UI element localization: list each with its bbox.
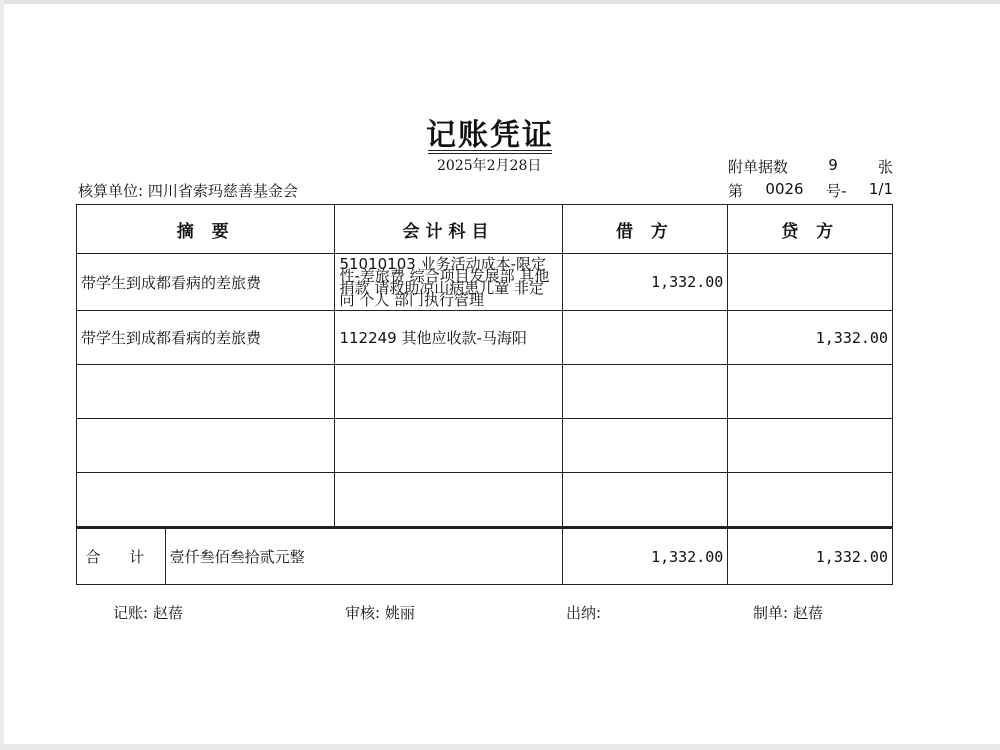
table-header-row [77, 205, 893, 254]
row-subject [335, 473, 562, 528]
cashier: 出纳: [566, 604, 602, 622]
row-debit [562, 365, 728, 419]
row-debit [562, 419, 728, 473]
total-amount-words: 壹仟叁佰叁拾贰元整 [165, 528, 562, 585]
row-summary [77, 473, 335, 528]
table-row [77, 311, 893, 365]
accounting-unit-label: 核算单位: [78, 182, 144, 200]
table-row [77, 254, 893, 311]
row-subject [335, 365, 562, 419]
attachments-label: 附单据数 [728, 158, 789, 176]
voucher-number-value: 0026 [765, 180, 804, 198]
row-credit [728, 254, 893, 311]
voucher-page: 1/1 [868, 180, 893, 198]
row-credit: 1,332.00 [728, 311, 893, 365]
row-credit [728, 419, 893, 473]
row-credit [728, 365, 893, 419]
attachments-count: 9 [828, 156, 838, 174]
header-credit: 贷 方 [728, 205, 893, 254]
voucher-date: 2025年2月28日 [437, 158, 542, 174]
row-debit [562, 311, 728, 365]
total-credit: 1,332.00 [728, 528, 893, 585]
row-debit [562, 473, 728, 528]
row-subject [335, 419, 562, 473]
total-label: 合 计 [77, 528, 166, 585]
row-summary [77, 419, 335, 473]
reviewer: 审核: 姚丽 [345, 604, 415, 622]
voucher-number-suffix: 号- [826, 182, 847, 200]
row-subject: 112249 其他应收款-马海阳 [335, 311, 562, 365]
row-summary: 带学生到成都看病的差旅费 [77, 311, 335, 365]
scan-edge-bottom [0, 744, 1000, 750]
table-row [77, 419, 893, 473]
row-summary: 带学生到成都看病的差旅费 [77, 254, 335, 311]
table-row [77, 365, 893, 419]
voucher-number-prefix: 第 [728, 182, 744, 200]
voucher-table [76, 204, 893, 585]
header-subject: 会计科目 [335, 205, 562, 254]
row-subject: 51010103 业务活动成本-限定性-差旅费 综合项目发展部 其他捐款 请救助凉山病患儿童 非定向 个人 部门执行管理 [335, 254, 562, 311]
total-row [77, 528, 893, 585]
table-row [77, 473, 893, 528]
voucher-title: 记账凭证 [426, 118, 554, 153]
scan-edge-top [0, 0, 1000, 4]
row-debit: 1,332.00 [562, 254, 728, 311]
accounting-unit [78, 180, 298, 201]
voucher-number [728, 180, 893, 201]
total-debit: 1,332.00 [562, 528, 728, 585]
row-credit [728, 473, 893, 528]
row-summary [77, 365, 335, 419]
bookkeeper: 记账: 赵蓓 [113, 604, 183, 622]
header-debit: 借 方 [562, 205, 728, 254]
header-summary: 摘 要 [77, 205, 335, 254]
attachments-info [728, 156, 893, 177]
preparer: 制单: 赵蓓 [753, 604, 823, 622]
attachments-unit: 张 [877, 158, 893, 176]
accounting-unit-name: 四川省索玛慈善基金会 [147, 182, 298, 200]
title-underline [428, 150, 552, 154]
